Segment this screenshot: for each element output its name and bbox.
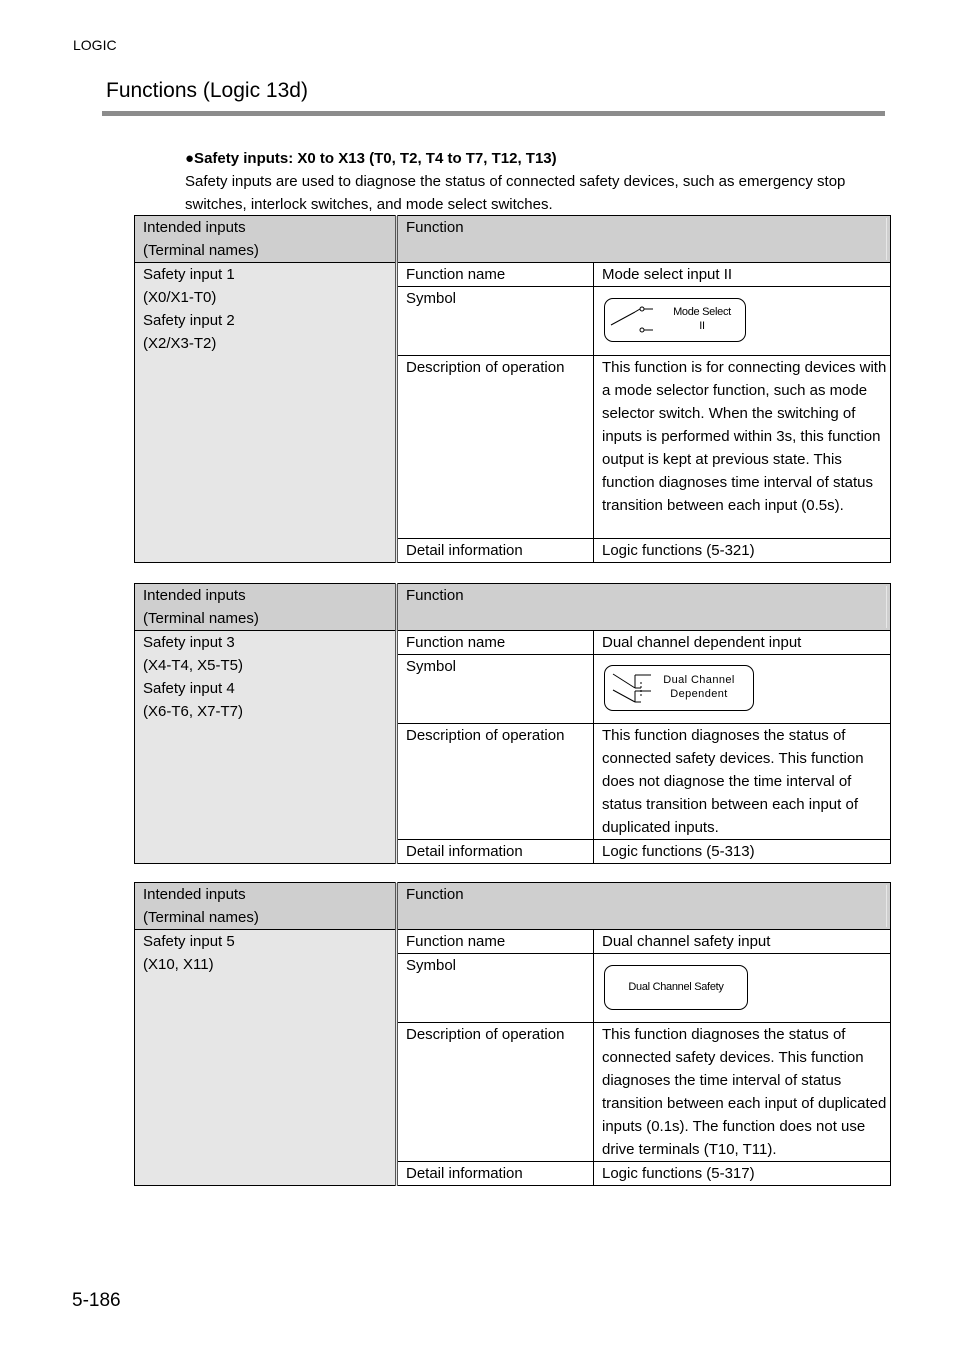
detail-label: Detail information bbox=[397, 1162, 594, 1186]
detail-value: Logic functions (5-313) bbox=[594, 840, 891, 864]
symbol-caption bbox=[665, 305, 739, 333]
intended-inputs-header bbox=[135, 216, 397, 263]
intro-heading: ●Safety inputs: X0 to X13 (T0, T2, T4 to T7, T12, T13) bbox=[185, 150, 557, 167]
function-name-value: Mode select input II bbox=[594, 263, 891, 287]
input-terminal: (X4-T4, X5-T5) bbox=[143, 657, 244, 674]
function-header: Function bbox=[397, 883, 891, 930]
intro-body: Safety inputs are used to diagnose the status of connected safety devices, such as emergency stop switches, interlock switches, and mode select switches. bbox=[185, 173, 846, 213]
symbol-label: Symbol bbox=[397, 287, 594, 356]
description-label: Description of operation bbox=[397, 724, 594, 840]
symbol-cell bbox=[594, 655, 891, 724]
function-name-value: Dual channel safety input bbox=[594, 930, 891, 954]
title-divider bbox=[102, 111, 885, 116]
mode-select-switch-icon bbox=[604, 298, 746, 342]
intended-inputs-cell bbox=[135, 930, 397, 1186]
function-table-2 bbox=[134, 583, 891, 864]
input-label: Safety input 1 bbox=[143, 266, 235, 283]
intended-inputs-header-line2: (Terminal names) bbox=[143, 242, 259, 259]
description-label: Description of operation bbox=[397, 1023, 594, 1162]
page-number: 5-186 bbox=[72, 1290, 121, 1311]
detail-label: Detail information bbox=[397, 539, 594, 563]
input-terminal: (X6-T6, X7-T7) bbox=[143, 703, 244, 720]
symbol-cell bbox=[594, 287, 891, 356]
dual-channel-contacts-icon bbox=[604, 665, 754, 711]
page-title: Functions (Logic 13d) bbox=[106, 79, 308, 102]
section-label: LOGIC bbox=[73, 37, 117, 53]
symbol-caption-line1: Dual Channel bbox=[663, 674, 735, 686]
symbol-caption-line2: II bbox=[699, 320, 705, 332]
symbol-caption bbox=[651, 673, 747, 701]
function-header: Function bbox=[397, 584, 891, 631]
function-name-value: Dual channel dependent input bbox=[594, 631, 891, 655]
intended-inputs-header bbox=[135, 584, 397, 631]
function-table-3 bbox=[134, 882, 891, 1186]
function-name-label: Function name bbox=[397, 263, 594, 287]
input-terminal: (X2/X3-T2) bbox=[143, 335, 217, 352]
detail-value: Logic functions (5-317) bbox=[594, 1162, 891, 1186]
intended-inputs-header-line2: (Terminal names) bbox=[143, 909, 259, 926]
function-name-label: Function name bbox=[397, 930, 594, 954]
function-header: Function bbox=[397, 216, 891, 263]
intended-inputs-cell bbox=[135, 631, 397, 864]
input-label: Safety input 5 bbox=[143, 933, 235, 950]
symbol-caption: Dual Channel Safety bbox=[628, 981, 724, 993]
symbol-caption-line1: Mode Select bbox=[673, 306, 731, 318]
intended-inputs-header-line1: Intended inputs bbox=[143, 219, 246, 236]
description-value: This function is for connecting devices with a mode selector function, such as mode selector switch. When the switching of inputs is performed within 3s, this function output is kept at previous state. This function diagnoses time interval of status transition between each input (0.5s). bbox=[594, 356, 891, 539]
detail-label: Detail information bbox=[397, 840, 594, 864]
function-table-1 bbox=[134, 215, 891, 563]
symbol-caption-line2: Dependent bbox=[670, 688, 728, 700]
input-label: Safety input 4 bbox=[143, 680, 235, 697]
input-label: Safety input 3 bbox=[143, 634, 235, 651]
dual-channel-safety-block-icon bbox=[604, 965, 748, 1010]
symbol-label: Symbol bbox=[397, 954, 594, 1023]
symbol-label: Symbol bbox=[397, 655, 594, 724]
intro-section bbox=[185, 147, 885, 216]
symbol-cell bbox=[594, 954, 891, 1023]
description-value: This function diagnoses the status of connected safety devices. This function diagnoses the time interval of status transition between each input of duplicated inputs (0.1s). The function does not use drive terminals (T10, T11). bbox=[594, 1023, 891, 1162]
input-terminal: (X10, X11) bbox=[143, 956, 214, 973]
description-label: Description of operation bbox=[397, 356, 594, 539]
input-terminal: (X0/X1-T0) bbox=[143, 289, 217, 306]
input-label: Safety input 2 bbox=[143, 312, 235, 329]
intended-inputs-header-line2: (Terminal names) bbox=[143, 610, 259, 627]
intended-inputs-header bbox=[135, 883, 397, 930]
intended-inputs-header-line1: Intended inputs bbox=[143, 587, 246, 604]
description-value: This function diagnoses the status of connected safety devices. This function does not diagnose the time interval of status transition between each input of duplicated inputs. bbox=[594, 724, 891, 840]
function-name-label: Function name bbox=[397, 631, 594, 655]
detail-value: Logic functions (5-321) bbox=[594, 539, 891, 563]
intended-inputs-header-line1: Intended inputs bbox=[143, 886, 246, 903]
intended-inputs-cell bbox=[135, 263, 397, 563]
